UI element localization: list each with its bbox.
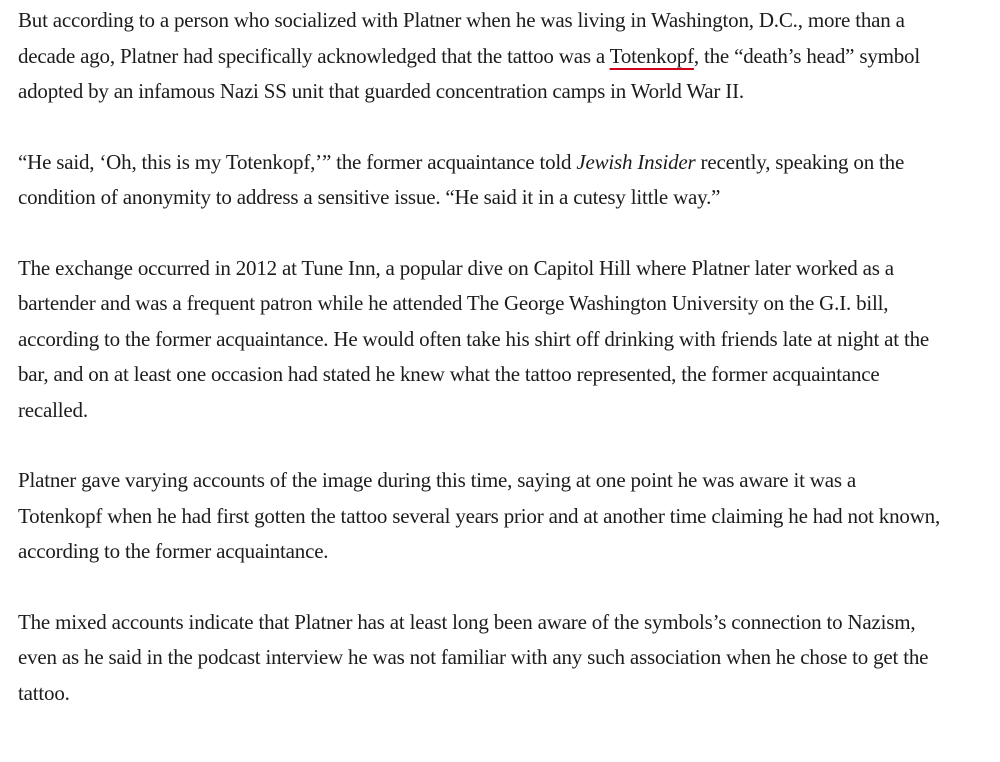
paragraph-2: [18, 145, 943, 216]
paragraph-1-text-start: But according to a person who socialized with Platner when he was living in Washington, D.C., more than a decade ago, Platner had specifically acknowledged that the tattoo was a: [18, 8, 905, 68]
paragraph-1: [18, 3, 943, 110]
paragraph-1-text-end: , the “death’s head” symbol adopted by an infamous Nazi SS unit that guarded concentration camps in World War II.: [18, 43, 920, 103]
publication-name: Jewish Insider: [576, 149, 696, 174]
article-body: [18, 3, 943, 711]
paragraph-5: The mixed accounts indicate that Platner has at least long been aware of the symbols’s connection to Nazism, even as he said in the podcast interview he was not familiar with any such association when he chose to get the tattoo.: [18, 609, 929, 705]
paragraph-3: The exchange occurred in 2012 at Tune Inn, a popular dive on Capitol Hill where Platner later worked as a bartender and was a frequent patron while he attended The George Washington University on the G.I. bill, according to the former acquaintance. He would often take his shirt off drinking with friends late at night at the bar, and on at least one occasion had stated he knew what the tattoo represented, the former acquaintance recalled.: [18, 255, 930, 422]
totenkopf-link[interactable]: Totenkopf: [609, 43, 694, 68]
paragraph-2-text-start: “He said, ‘Oh, this is my Totenkopf,’” the former acquaintance told: [18, 149, 577, 174]
paragraph-2-text-end: recently, speaking on the condition of anonymity to address a sensitive issue. “He said it in a cutesy little way.”: [18, 149, 905, 209]
paragraph-4: Platner gave varying accounts of the image during this time, saying at one point he was aware it was a Totenkopf when he had first gotten the tattoo several years prior and at another time claiming he had not known, according to the former acquaintance.: [18, 468, 941, 563]
